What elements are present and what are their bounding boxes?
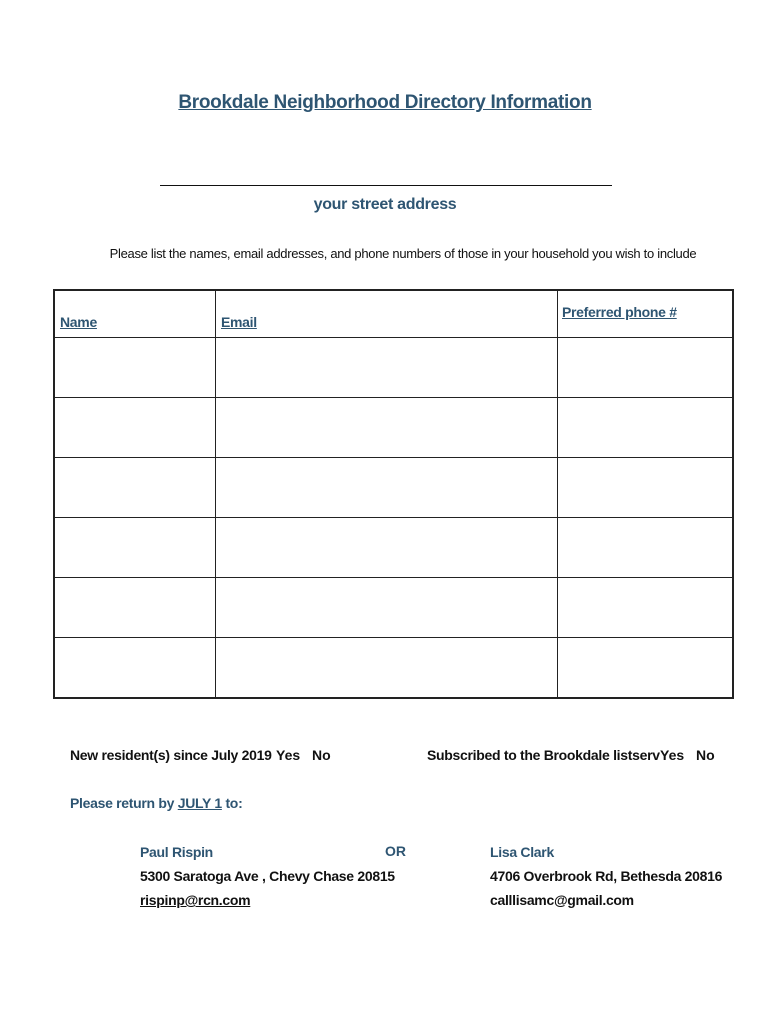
name-cell[interactable]	[54, 338, 216, 398]
instructions-text: Please list the names, email addresses, and phone numbers of those in your household you wish to include	[109, 246, 697, 261]
email-cell[interactable]	[216, 458, 558, 518]
listserv-label: Subscribed to the Brookdale listserv	[427, 747, 660, 763]
table-row	[54, 638, 733, 699]
contact-address: 4706 Overbrook Rd, Bethesda 20816	[490, 868, 723, 884]
phone-cell[interactable]	[558, 638, 734, 699]
email-cell[interactable]	[216, 338, 558, 398]
contact-email-link[interactable]: rispinp@rcn.com	[140, 892, 251, 908]
form-title: Brookdale Neighborhood Directory Information	[178, 92, 592, 113]
phone-cell[interactable]	[558, 338, 734, 398]
name-cell[interactable]	[54, 638, 216, 699]
return-prefix: Please return by	[70, 795, 178, 811]
table-row	[54, 458, 733, 518]
contact-card	[490, 840, 722, 912]
table-row	[54, 398, 733, 458]
street-address-line[interactable]	[160, 185, 612, 186]
table-header-row	[54, 290, 733, 338]
or-separator: OR	[385, 843, 406, 859]
new-resident-label: New resident(s) since July 2019	[70, 747, 272, 763]
email-column-header: Email	[216, 290, 558, 338]
phone-cell[interactable]	[558, 578, 734, 638]
phone-column-header: Preferred phone #	[558, 290, 734, 338]
name-cell[interactable]	[54, 398, 216, 458]
contact-name: Paul Rispin	[140, 844, 213, 860]
name-cell[interactable]	[54, 518, 216, 578]
new-resident-yes-option[interactable]: Yes	[276, 747, 301, 763]
table-row	[54, 338, 733, 398]
name-cell[interactable]	[54, 578, 216, 638]
household-table	[53, 289, 734, 699]
email-cell[interactable]	[216, 638, 558, 699]
phone-cell[interactable]	[558, 518, 734, 578]
phone-cell[interactable]	[558, 458, 734, 518]
email-cell[interactable]	[216, 578, 558, 638]
contact-address: 5300 Saratoga Ave , Chevy Chase 20815	[140, 868, 395, 884]
contact-name: Lisa Clark	[490, 844, 554, 860]
new-resident-no-option[interactable]: No	[312, 747, 331, 763]
return-instructions	[70, 795, 242, 811]
contact-email: calllisamc@gmail.com	[490, 892, 634, 908]
listserv-yes-option[interactable]: Yes	[660, 747, 685, 763]
name-cell[interactable]	[54, 458, 216, 518]
return-suffix: to:	[221, 795, 243, 811]
table-row	[54, 518, 733, 578]
return-deadline: JULY 1	[177, 795, 222, 811]
email-cell[interactable]	[216, 518, 558, 578]
listserv-no-option[interactable]: No	[696, 747, 715, 763]
phone-cell[interactable]	[558, 398, 734, 458]
name-column-header: Name	[54, 290, 216, 338]
street-address-label: your street address	[313, 196, 457, 213]
table-row	[54, 578, 733, 638]
email-cell[interactable]	[216, 398, 558, 458]
contact-card	[140, 840, 395, 912]
